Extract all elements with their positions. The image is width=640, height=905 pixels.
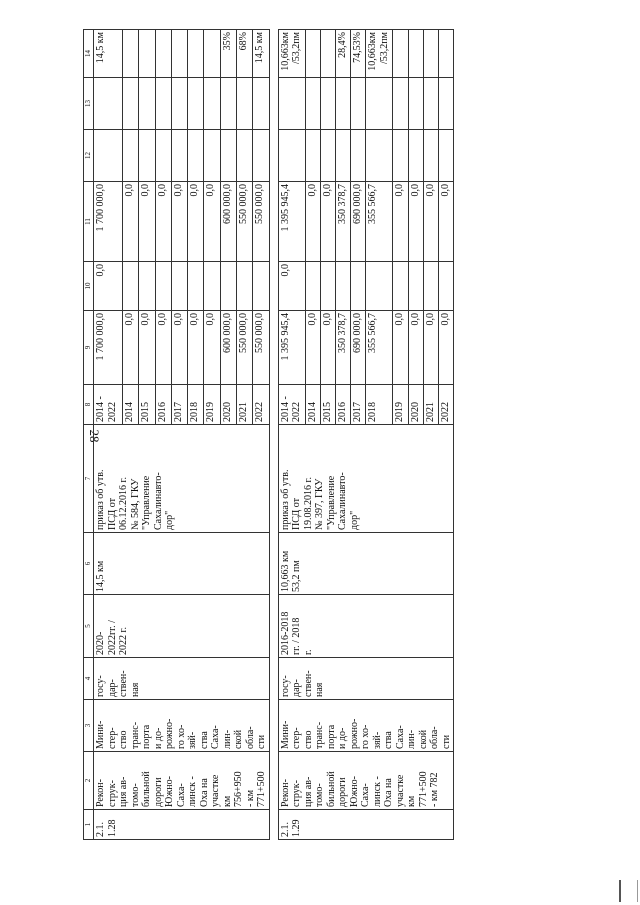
regional-amount: 550 000,0	[236, 182, 252, 262]
federal-amount	[305, 262, 320, 311]
regional-amount: 0,0	[320, 182, 335, 262]
total-amount: 1 395 945,4	[278, 311, 305, 385]
regional-amount: 600 000,0	[220, 182, 236, 262]
year: 2019	[204, 385, 220, 425]
year: 2018	[188, 385, 204, 425]
other-amount	[366, 78, 393, 130]
total-amount: 550 000,0	[253, 311, 269, 385]
municipal-amount	[423, 130, 438, 182]
municipal-amount	[335, 130, 350, 182]
total-amount: 0,0	[305, 311, 320, 385]
other-amount	[253, 78, 269, 130]
column-number: 1	[84, 810, 94, 840]
federal-amount	[366, 262, 393, 311]
regional-amount: 690 000,0	[351, 182, 366, 262]
readiness-value	[423, 30, 438, 78]
year: 2020	[408, 385, 423, 425]
regional-amount: 0,0	[305, 182, 320, 262]
other-amount	[438, 78, 453, 130]
readiness-value: 35%	[220, 30, 236, 78]
approval-document: приказ об утв. ПСД от 19.08.2016 г. № 397, ГКУ "Управление Сахалинавто- дор"	[278, 425, 454, 533]
year: 2017	[351, 385, 366, 425]
total-amount: 0,0	[408, 311, 423, 385]
total-amount: 0,0	[204, 311, 220, 385]
federal-amount	[335, 262, 350, 311]
federal-amount	[253, 262, 269, 311]
federal-amount: 0,0	[94, 262, 123, 311]
municipal-amount	[408, 130, 423, 182]
other-amount	[204, 78, 220, 130]
readiness-value	[438, 30, 453, 78]
readiness-value	[188, 30, 204, 78]
year: 2017	[171, 385, 187, 425]
total-amount: 0,0	[393, 311, 408, 385]
federal-amount	[155, 262, 171, 311]
federal-amount	[423, 262, 438, 311]
municipal-amount	[253, 130, 269, 182]
federal-amount	[220, 262, 236, 311]
municipal-amount	[139, 130, 155, 182]
project-name: Рекон- струк- ция ав- томо- бильной дороги Южно- Саха- линск - Оха на участке км 771+500 - км 782	[278, 752, 454, 810]
readiness-value	[139, 30, 155, 78]
municipal-amount	[236, 130, 252, 182]
readiness-value: 10,663км /53,2пм	[278, 30, 305, 78]
other-amount	[305, 78, 320, 130]
total-amount: 0,0	[139, 311, 155, 385]
year-range: 2014 - 2022	[94, 385, 123, 425]
total-amount: 0,0	[320, 311, 335, 385]
total-amount: 1 700 000,0	[94, 311, 123, 385]
federal-amount	[236, 262, 252, 311]
ownership-type: госу- дар- ствен- ная	[94, 658, 270, 700]
regional-amount: 0,0	[188, 182, 204, 262]
readiness-value	[204, 30, 220, 78]
municipal-amount	[155, 130, 171, 182]
regional-amount: 0,0	[171, 182, 187, 262]
readiness-value: 74,53%	[351, 30, 366, 78]
other-amount	[188, 78, 204, 130]
column-number: 8	[84, 385, 94, 425]
total-amount: 355 566,7	[366, 311, 393, 385]
regional-amount: 0,0	[123, 182, 139, 262]
readiness-value	[305, 30, 320, 78]
municipal-amount	[351, 130, 366, 182]
other-amount	[393, 78, 408, 130]
federal-amount	[408, 262, 423, 311]
column-number: 2	[84, 752, 94, 810]
other-amount	[139, 78, 155, 130]
total-amount: 0,0	[188, 311, 204, 385]
other-amount	[155, 78, 171, 130]
municipal-amount	[204, 130, 220, 182]
municipal-amount	[438, 130, 453, 182]
other-amount	[320, 78, 335, 130]
column-number: 11	[84, 182, 94, 262]
entry-number: 2.1. 1.29	[278, 810, 454, 840]
year: 2016	[335, 385, 350, 425]
construction-period: 2016-2018 гг. / 2018 г.	[278, 595, 454, 658]
project-capacity: 14,5 км	[94, 533, 270, 595]
year: 2021	[423, 385, 438, 425]
year: 2014	[305, 385, 320, 425]
regional-amount: 0,0	[408, 182, 423, 262]
column-number: 7	[84, 425, 94, 533]
municipal-amount	[278, 130, 305, 182]
column-number: 9	[84, 311, 94, 385]
regional-amount: 0,0	[393, 182, 408, 262]
readiness-value: 10,663км /53,2пм	[366, 30, 393, 78]
readiness-value	[123, 30, 139, 78]
readiness-value	[171, 30, 187, 78]
regional-amount: 0,0	[139, 182, 155, 262]
regional-amount: 550 000,0	[253, 182, 269, 262]
municipal-amount	[94, 130, 123, 182]
federal-amount: 0,0	[278, 262, 305, 311]
municipal-amount	[305, 130, 320, 182]
regional-amount: 0,0	[438, 182, 453, 262]
federal-amount	[123, 262, 139, 311]
other-amount	[335, 78, 350, 130]
column-number: 4	[84, 658, 94, 700]
total-amount: 0,0	[438, 311, 453, 385]
entry-total-row	[94, 30, 123, 840]
total-amount: 0,0	[171, 311, 187, 385]
column-number: 3	[84, 700, 94, 752]
other-amount	[351, 78, 366, 130]
column-number: 5	[84, 595, 94, 658]
separator-cell	[269, 30, 278, 840]
total-amount: 0,0	[123, 311, 139, 385]
total-amount: 0,0	[155, 311, 171, 385]
ownership-type: госу- дар- ствен- ная	[278, 658, 454, 700]
regional-amount: 0,0	[155, 182, 171, 262]
federal-amount	[438, 262, 453, 311]
project-capacity: 10,663 км 53,2 пм	[278, 533, 454, 595]
municipal-amount	[171, 130, 187, 182]
year: 2022	[438, 385, 453, 425]
total-amount: 600 000,0	[220, 311, 236, 385]
total-amount: 690 000,0	[351, 311, 366, 385]
column-number: 14	[84, 30, 94, 78]
approval-document: приказ об утв. ПСД от 06.12.2016 г. № 584, ГКУ "Управление Сахалинавто- дор"	[94, 425, 270, 533]
investment-projects-table	[83, 29, 454, 840]
regional-amount: 1 395 945,4	[278, 182, 305, 262]
total-amount: 350 378,7	[335, 311, 350, 385]
municipal-amount	[320, 130, 335, 182]
regional-amount: 350 378,7	[335, 182, 350, 262]
year: 2021	[236, 385, 252, 425]
year: 2022	[253, 385, 269, 425]
federal-amount	[139, 262, 155, 311]
other-amount	[123, 78, 139, 130]
other-amount	[220, 78, 236, 130]
total-amount: 0,0	[423, 311, 438, 385]
federal-amount	[204, 262, 220, 311]
construction-period: 2020- 2022гг. / 2022 г.	[94, 595, 270, 658]
project-name: Рекон- струк- ция ав- томо- бильной дороги Южно- Саха- линск - Оха на участке км 756+950 - км 771+500	[94, 752, 270, 810]
total-amount: 550 000,0	[236, 311, 252, 385]
column-number: 13	[84, 78, 94, 130]
year: 2015	[320, 385, 335, 425]
year: 2015	[139, 385, 155, 425]
regional-amount: 0,0	[423, 182, 438, 262]
readiness-value	[155, 30, 171, 78]
municipal-amount	[123, 130, 139, 182]
entry-number: 2.1. 1.28	[94, 810, 270, 840]
municipal-amount	[188, 130, 204, 182]
page-number: 28	[87, 429, 102, 443]
readiness-value: 14,5 км	[253, 30, 269, 78]
municipal-amount	[366, 130, 393, 182]
column-number-row	[84, 30, 94, 840]
column-number: 6	[84, 533, 94, 595]
customer-name: Мини- стер- ство транс- порта и до- рожно- го хо- зяй- ства Саха- лин- ской обла- сти	[94, 700, 270, 752]
year: 2016	[155, 385, 171, 425]
other-amount	[94, 78, 123, 130]
readiness-value: 28,4%	[335, 30, 350, 78]
federal-amount	[320, 262, 335, 311]
municipal-amount	[393, 130, 408, 182]
other-amount	[278, 78, 305, 130]
other-amount	[171, 78, 187, 130]
column-number: 12	[84, 130, 94, 182]
customer-name: Мини- стер- ство транс- порта и до- рожно- го хо- зяй- ства Саха- лин- ской обла- сти	[278, 700, 454, 752]
other-amount	[423, 78, 438, 130]
other-amount	[236, 78, 252, 130]
federal-amount	[393, 262, 408, 311]
rotated-table-container	[83, 30, 603, 840]
readiness-value	[408, 30, 423, 78]
year: 2014	[123, 385, 139, 425]
scan-edge-mark	[619, 880, 638, 902]
federal-amount	[351, 262, 366, 311]
year: 2020	[220, 385, 236, 425]
readiness-value: 68%	[236, 30, 252, 78]
year: 2019	[393, 385, 408, 425]
federal-amount	[171, 262, 187, 311]
year: 2018	[366, 385, 393, 425]
municipal-amount	[220, 130, 236, 182]
other-amount	[408, 78, 423, 130]
readiness-value	[393, 30, 408, 78]
regional-amount: 1 700 000,0	[94, 182, 123, 262]
column-number: 10	[84, 262, 94, 311]
entry-separator	[269, 30, 278, 840]
regional-amount: 0,0	[204, 182, 220, 262]
readiness-value	[320, 30, 335, 78]
year-range: 2014 - 2022	[278, 385, 305, 425]
federal-amount	[188, 262, 204, 311]
regional-amount: 355 566,7	[366, 182, 393, 262]
entry-total-row	[278, 30, 305, 840]
readiness-value: 14,5 км	[94, 30, 123, 78]
